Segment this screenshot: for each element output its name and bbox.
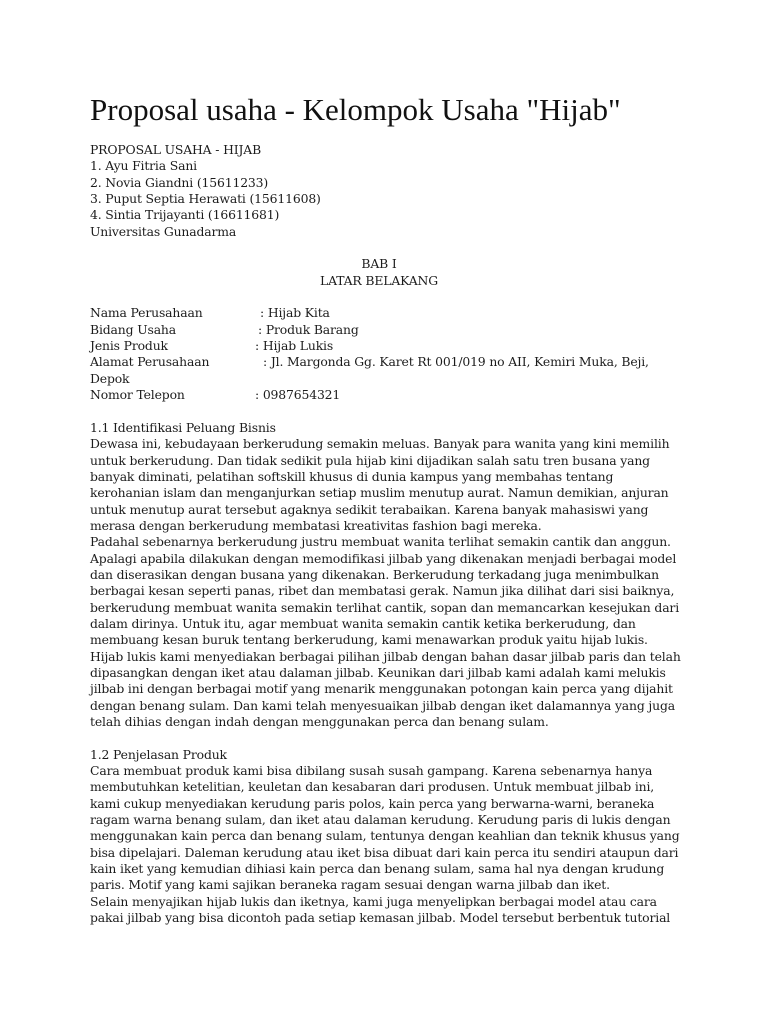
section-1-2-line: menggunakan kain perca dan benang sulam, tentunya dengan keahlian dan teknik khusus yang (90, 828, 680, 844)
section-1-1-line: dipasangkan dengan iket atau dalaman jilbab. Keunikan dari jilbab kami adalah kami melukis (90, 665, 666, 680)
document-body (90, 142, 690, 927)
phone-value: : 0987654321 (255, 387, 341, 403)
business-field-label: Bidang Usaha (90, 321, 176, 337)
section-1-2-line: kami cukup menyediakan kerudung paris polos, kain perca yang berwarna-warni, beraneka (90, 795, 655, 811)
phone-row (90, 387, 690, 403)
company-address-continuation: Depok (90, 370, 130, 386)
product-type-row (90, 338, 690, 354)
section-1-1-line: kerohanian islam dan menganjurkan setiap muslim menutup aurat. Namun demikian, anjuran (90, 485, 669, 501)
product-type-value: : Hijab Lukis (255, 338, 334, 354)
section-1-1-line: dan diserasikan dengan busana yang dikenakan. Berkerudung terkadang juga menimbulkan (90, 566, 659, 582)
phone-label: Nomor Telepon (90, 387, 185, 403)
section-1-1-line: membuang kesan buruk tentang berkerudung, kami menawarkan produk yaitu hijab lukis. (90, 632, 648, 648)
section-1-1-line: Dewasa ini, kebudayaan berkerudung semakin meluas. Banyak para wanita yang kini memilih (90, 436, 670, 452)
member-3: 3. Puput Septia Herawati (15611608) (90, 191, 321, 207)
member-1: 1. Ayu Fitria Sani (90, 158, 197, 174)
business-field-row (90, 322, 690, 338)
section-1-1-line: dalam dirinya. Untuk itu, agar membuat wanita semakin cantik ketika berkerudung, dan (90, 615, 636, 631)
section-1-1-line: untuk berkerudung. Dan tidak sedikit pula hijab kini dijadikan salah satu tren busana yang (90, 452, 650, 468)
section-1-2-line: Selain menyajikan hijab lukis dan iketnya, kami juga menyelipkan berbagai model atau cara (90, 893, 657, 909)
section-1-1-line: jilbab ini dengan berbagai motif yang menarik menggunakan potongan kain perca yang dijahit (90, 681, 673, 697)
section-1-2-line: Cara membuat produk kami bisa dibilang susah susah gampang. Karena sebenarnya hanya (90, 763, 653, 779)
document-title: Proposal usaha - Kelompok Usaha "Hijab" (90, 92, 621, 127)
business-field-value: : Produk Barang (258, 321, 359, 337)
section-1-1-line: Apalagi apabila dilakukan dengan memodifikasi jilbab yang dikenakan menjadi berbagai model (90, 550, 677, 566)
university-name: Universitas Gunadarma (90, 223, 237, 239)
proposal-heading: PROPOSAL USAHA - HIJAB (90, 142, 262, 157)
chapter-number: BAB I (361, 256, 397, 272)
company-address-row (90, 354, 690, 370)
section-1-1-line: merasa dengan berkerudung membatasi kreativitas fashion bagi mereka. (90, 517, 542, 533)
section-1-2-heading: 1.2 Penjelasan Produk (90, 746, 227, 762)
section-1-2-line: ragam warna benang sulam, dan iket atau dalaman kerudung. Kerudung paris di lukis dengan (90, 812, 671, 828)
section-1-1-line: banyak diminati, pelatihan softskill khusus di dunia kampus yang membahas tentang (90, 468, 614, 484)
section-1-1-line: berkerudung membuat wanita semakin terlihat cantik, sopan dan memancarkan kesejukan dari (90, 599, 680, 615)
section-1-2-line: bisa dipelajari. Daleman kerudung atau iket bisa dibuat dari kain perca itu sendiri ataupun dari (90, 844, 679, 860)
company-name-label: Nama Perusahaan (90, 305, 203, 321)
section-1-1-line: dengan benang sulam. Dan kami telah menyesuaikan jilbab dengan iket dalamannya yang juga (90, 697, 675, 713)
member-2: 2. Novia Giandni (15611233) (90, 174, 269, 190)
section-1-1-line: Padahal sebenarnya berkerudung justru membuat wanita terlihat semakin cantik dan anggun. (90, 534, 671, 550)
section-1-1-line: untuk menutup aurat tersebut agaknya sedikit terabaikan. Karena banyak mahasiswi yang (90, 501, 649, 517)
document-page (90, 92, 690, 927)
member-4: 4. Sintia Trijayanti (16611681) (90, 207, 280, 223)
section-1-1-line: berbagai kesan seperti panas, ribet dan membatasi gerak. Namun jika dilihat dari sisi baiknya, (90, 583, 675, 599)
company-address-value: : Jl. Margonda Gg. Karet Rt 001/019 no AII, Kemiri Muka, Beji, (263, 354, 649, 370)
section-1-2-line: membutuhkan ketelitian, keuletan dan kesabaran dari produsen. Untuk membuat jilbab ini, (90, 779, 655, 795)
company-address-label: Alamat Perusahaan (90, 354, 210, 370)
section-1-1-heading: 1.1 Identifikasi Peluang Bisnis (90, 419, 276, 435)
section-1-2-line: pakai jilbab yang bisa dicontoh pada setiap kemasan jilbab. Model tersebut berbentuk tutorial (90, 910, 671, 926)
company-name-row (90, 305, 690, 321)
section-1-2-line: kain iket yang kemudian dihiasi kain perca dan benang sulam, sama hal nya dengan krudung (90, 861, 665, 877)
product-type-label: Jenis Produk (90, 338, 168, 354)
company-name-value: : Hijab Kita (260, 305, 330, 321)
chapter-title: LATAR BELAKANG (320, 272, 438, 288)
section-1-2-line: paris. Motif yang kami sajikan beraneka ragam sesuai dengan warna jilbab dan iket. (90, 877, 610, 893)
section-1-1-line: telah dihias dengan indah dengan menggunakan perca dan benang sulam. (90, 714, 549, 730)
section-1-1-line: Hijab lukis kami menyediakan berbagai pilihan jilbab dengan bahan dasar jilbab paris dan telah (90, 648, 681, 664)
